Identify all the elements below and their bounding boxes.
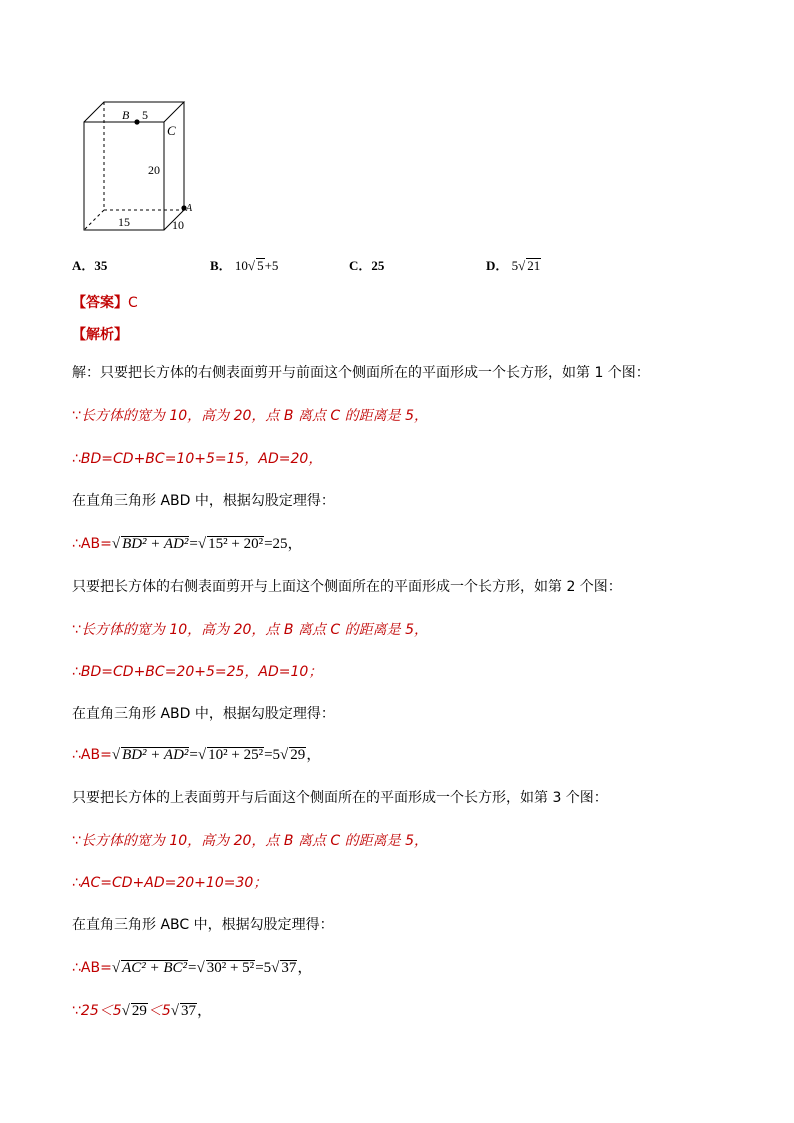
cuboid-diagram (76, 96, 206, 236)
solution-line-6: 只要把长方体的右侧表面剪开与上面这个侧面所在的平面形成一个长方形，如第 2 个图： (72, 579, 622, 595)
solution-line-15: ∴AB=√ AC² + BC²=√ 30² + 5²=5√ 37， (72, 960, 313, 976)
option-a (72, 255, 107, 274)
option-a-value: 35 (94, 258, 108, 273)
option-d-label: D． (486, 258, 509, 273)
solution-line-12: ∵长方体的宽为 10，高为 20，点 B 离点 C 的距离是 5， (72, 833, 428, 849)
answer-heading: 【答案】 (72, 295, 128, 311)
option-b-tail: +5 (264, 258, 279, 273)
solution-line-4: 在直角三角形 ABD 中，根据勾股定理得： (72, 493, 335, 509)
label-10: 10 (172, 218, 184, 232)
option-d: D． 5√ 21 (486, 258, 541, 273)
radicand: BD² + AD² (122, 747, 189, 763)
solution-line-5: ∴AB=√ BD² + AD²=√ 15² + 20²=25， (72, 536, 303, 552)
solution-line-16: ∵25＜5√ 29＜5√ 37， (72, 1003, 213, 1019)
radicand: 30² + 5² (206, 960, 255, 976)
solution-line-13: ∴AC=CD+AD=20+10=30； (72, 875, 268, 891)
radicand: AC² + BC² (122, 960, 188, 976)
cuboid-figure (76, 96, 206, 236)
analysis-heading: 【解析】 (72, 327, 128, 343)
solution-line-11: 只要把长方体的上表面剪开与后面这个侧面所在的平面形成一个长方形，如第 3 个图： (72, 790, 608, 806)
solution-line-3: ∴BD=CD+BC=10+5=15，AD=20， (72, 451, 323, 467)
radicand: BD² + AD² (122, 536, 189, 552)
option-a-label: A． (72, 258, 95, 273)
radicand: 37 (181, 1003, 197, 1019)
label-A: A (186, 203, 193, 214)
answer-value: C (128, 295, 138, 311)
option-d-radicand: 21 (527, 258, 541, 273)
hidden-edge-diagonal (84, 210, 104, 230)
label-20: 20 (148, 163, 160, 177)
radicand: 29 (131, 1003, 147, 1019)
option-b-radicand: 5 (257, 258, 264, 273)
radicand: 37 (281, 960, 297, 976)
label-5: 5 (142, 108, 148, 122)
option-c-value: 25 (371, 258, 385, 273)
option-c-label: C． (349, 258, 372, 273)
solution-line-9: 在直角三角形 ABD 中，根据勾股定理得： (72, 706, 335, 722)
option-b-label: B． (210, 258, 232, 273)
label-C: C (167, 123, 176, 138)
solution-line-2: ∵长方体的宽为 10，高为 20，点 B 离点 C 的距离是 5， (72, 408, 428, 424)
solution-line-14: 在直角三角形 ABC 中，根据勾股定理得： (72, 917, 334, 933)
answer-line (72, 292, 138, 312)
solution-line-7: ∵长方体的宽为 10，高为 20，点 B 离点 C 的距离是 5， (72, 622, 428, 638)
option-b-coef: 10 (234, 258, 248, 273)
option-d-coef: 5 (511, 258, 519, 273)
top-face (84, 102, 184, 122)
label-15: 15 (118, 215, 130, 229)
point-B (134, 119, 139, 124)
option-c (349, 255, 384, 274)
right-face (164, 102, 184, 230)
solution-line-8: ∴BD=CD+BC=20+5=25，AD=10； (72, 664, 323, 680)
option-b: B． 10√ 5+5 (210, 258, 279, 273)
solution-line-10: ∴AB=√ BD² + AD²=√ 10² + 25²=5√ 29， (72, 747, 322, 763)
label-B: B (122, 108, 130, 122)
radicand: 10² + 25² (208, 747, 264, 763)
radicand: 15² + 20² (208, 536, 264, 552)
solution-line-1: 解：只要把长方体的右侧表面剪开与前面这个侧面所在的平面形成一个长方形，如第 1 个图： (72, 365, 650, 381)
radicand: 29 (290, 747, 306, 763)
